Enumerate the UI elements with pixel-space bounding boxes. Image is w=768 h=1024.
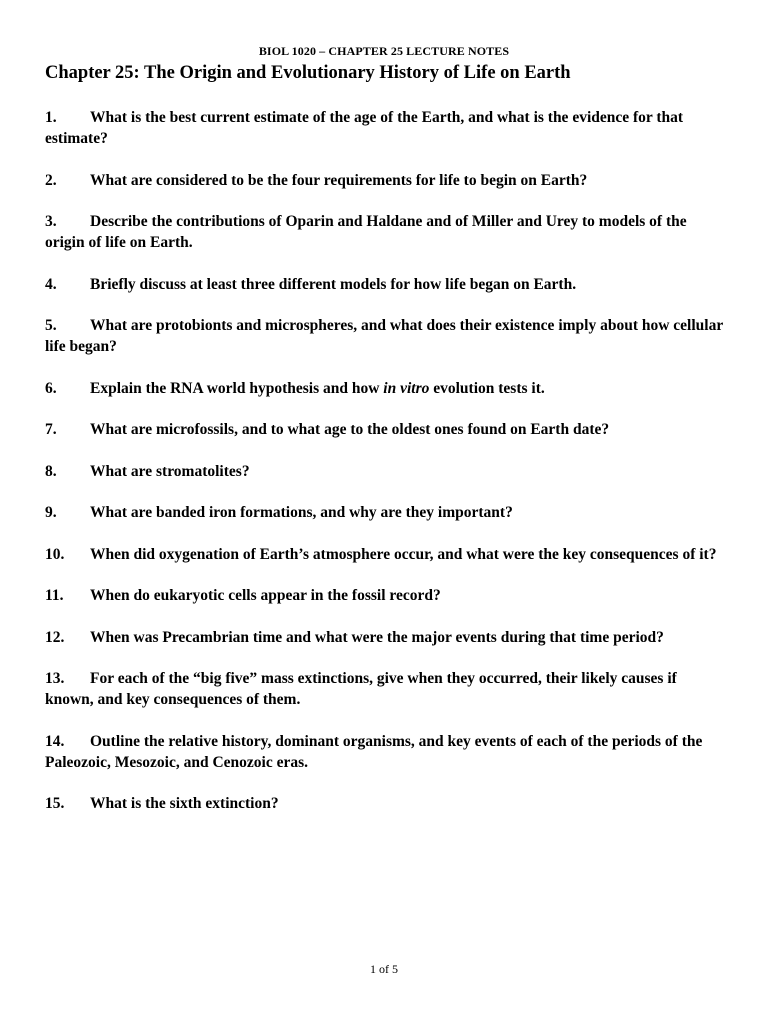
- question-item: [45, 107, 725, 149]
- question-item: [45, 502, 725, 523]
- question-item: [45, 731, 725, 773]
- page-header: BIOL 1020 – CHAPTER 25 LECTURE NOTES: [258, 44, 510, 58]
- question-text: When did oxygenation of Earth’s atmosphere occur, and what were the key consequences of it?: [90, 545, 717, 563]
- question-text: For each of the “big five” mass extinctions, give when they occurred, their likely causes if known, and key consequences of them.: [45, 670, 677, 708]
- question-number: 15.: [45, 795, 65, 812]
- question-text: Describe the contributions of Oparin and Haldane and of Miller and Urey to models of the origin of life on Earth.: [45, 213, 687, 251]
- question-item: [45, 544, 725, 565]
- question-text-after: evolution tests it.: [429, 379, 545, 397]
- question-item: [45, 378, 725, 399]
- question-text-before: Explain the RNA world hypothesis and how: [90, 379, 384, 397]
- question-text: When was Precambrian time and what were the major events during that time period?: [90, 628, 664, 646]
- question-item: [45, 793, 725, 814]
- question-number: 3.: [45, 213, 57, 230]
- question-item: [45, 170, 725, 191]
- question-item: [45, 211, 725, 253]
- question-number: 1.: [45, 109, 57, 126]
- question-text: When do eukaryotic cells appear in the fossil record?: [90, 587, 441, 604]
- question-text: What is the sixth extinction?: [90, 795, 279, 812]
- question-text: Briefly discuss at least three different models for how life began on Earth.: [90, 275, 577, 293]
- question-number: 2.: [45, 171, 57, 189]
- question-item: [45, 274, 725, 295]
- question-number: 4.: [45, 275, 57, 293]
- question-item: [45, 627, 725, 648]
- question-number: 7.: [45, 421, 57, 438]
- question-number: 11.: [45, 587, 64, 604]
- question-text-italic: in vitro: [383, 379, 430, 397]
- question-item: [45, 585, 725, 606]
- question-number: 13.: [45, 670, 65, 687]
- question-number: 10.: [45, 545, 65, 563]
- question-item: [45, 461, 725, 482]
- question-item: [45, 315, 725, 357]
- question-number: 5.: [45, 317, 57, 334]
- question-number: 14.: [45, 732, 65, 750]
- question-text: What are microfossils, and to what age to the oldest ones found on Earth date?: [90, 421, 610, 438]
- question-text: What are stromatolites?: [90, 462, 250, 480]
- question-number: 9.: [45, 504, 57, 521]
- question-number: 8.: [45, 462, 57, 480]
- question-list: [45, 107, 725, 835]
- question-text: What are protobionts and microspheres, and what does their existence imply about how cellular life began?: [45, 317, 723, 355]
- page-number: 1 of 5: [370, 962, 398, 976]
- question-number: 6.: [45, 379, 57, 397]
- question-item: [45, 419, 725, 440]
- question-text: Outline the relative history, dominant organisms, and key events of each of the periods of the Paleozoic, Mesozoic, and Cenozoic eras.: [45, 732, 703, 771]
- question-text: What are banded iron formations, and why are they important?: [90, 504, 513, 521]
- question-number: 12.: [45, 628, 65, 646]
- question-item: [45, 668, 725, 710]
- page-title: Chapter 25: The Origin and Evolutionary History of Life on Earth: [45, 63, 571, 83]
- question-text: What are considered to be the four requirements for life to begin on Earth?: [90, 171, 588, 189]
- question-text: What is the best current estimate of the age of the Earth, and what is the evidence for that estimate?: [45, 109, 684, 147]
